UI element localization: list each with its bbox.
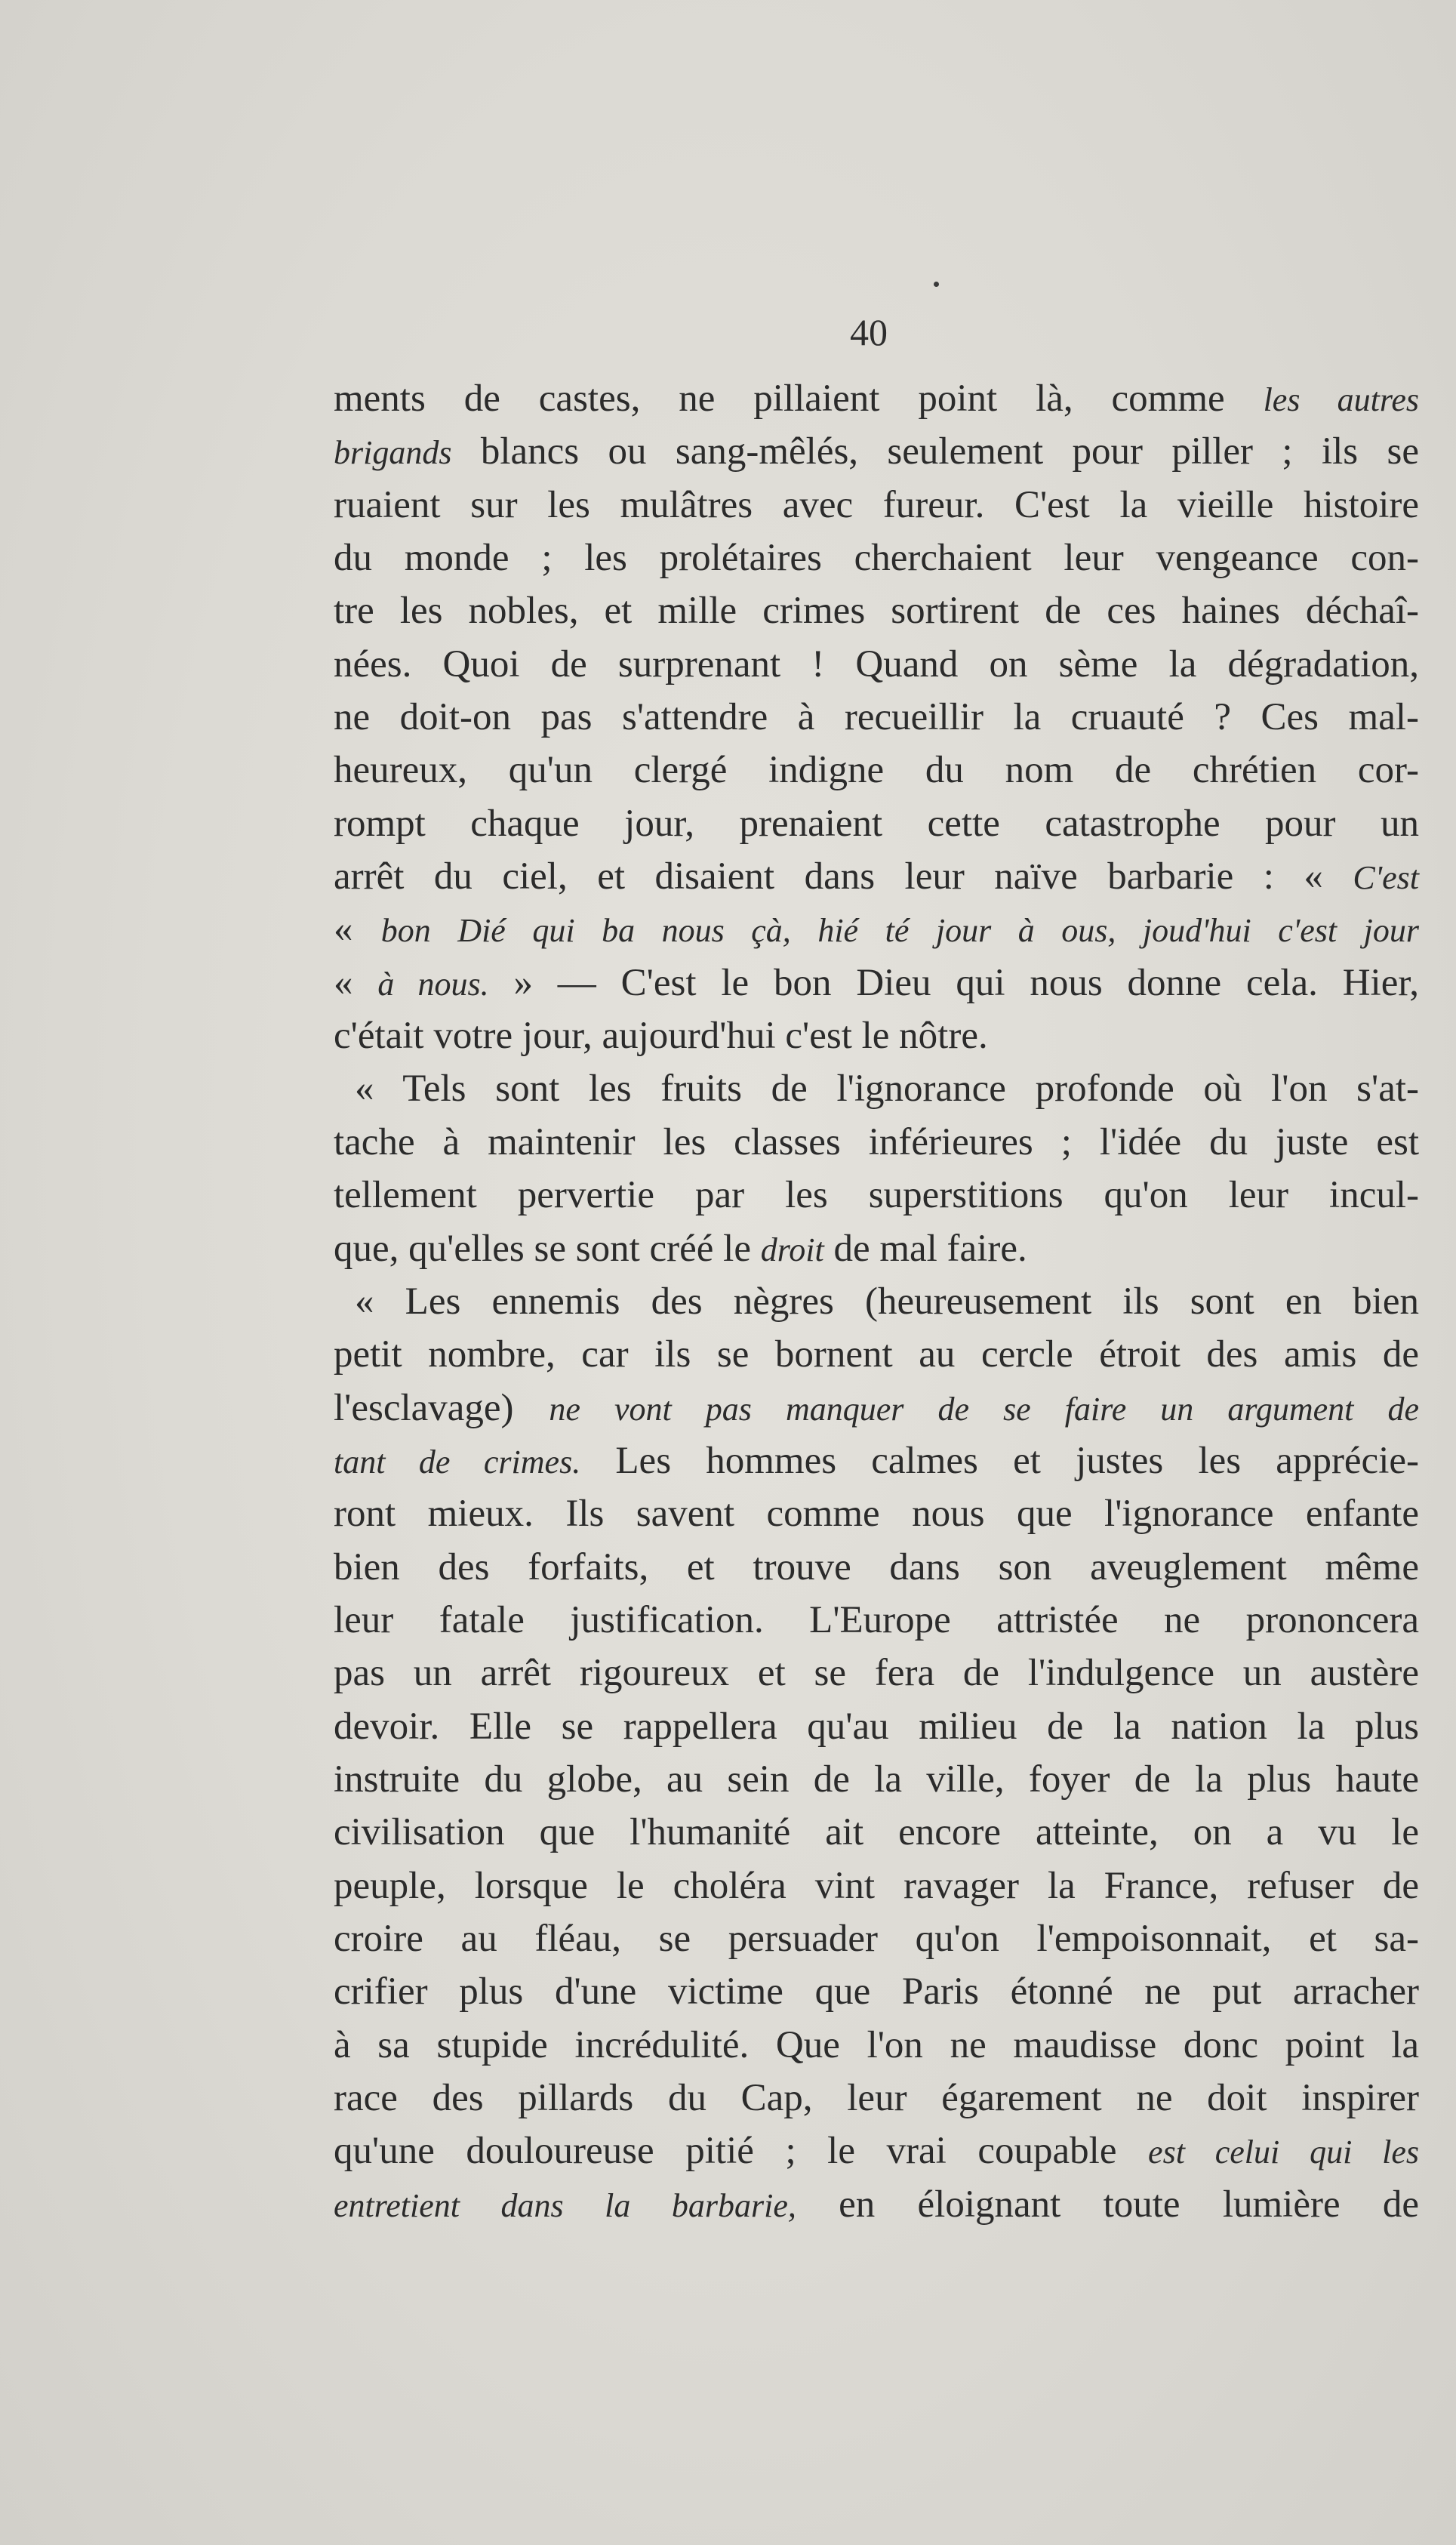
text-run: qu'une douloureuse pitié ; le vrai coupable [334, 2130, 1149, 2173]
text-line [334, 1541, 1419, 1594]
text-run: tre les nobles, et mille crimes sortirent de ces haines déchaî- [334, 590, 1419, 633]
ink-speck [934, 282, 939, 287]
text-run: de mal faire. [823, 1227, 1027, 1270]
text-line [334, 691, 1419, 744]
text-run: civilisation que l'humanité ait encore atteinte, on a vu le [334, 1811, 1419, 1854]
text-line [334, 1169, 1419, 1222]
text-line [334, 797, 1419, 850]
text-run: c'était votre jour, aujourd'hui c'est le nôtre. [334, 1015, 988, 1058]
text-line [334, 1700, 1419, 1753]
text-run: instruite du globe, au sein de la ville, foyer de la plus haute [334, 1758, 1419, 1801]
italic-text: les autres [1263, 381, 1419, 418]
text-run: en éloignant toute lumière de [796, 2183, 1419, 2226]
text-run: petit nombre, car ils se bornent au cercle étroit des amis de [334, 1333, 1419, 1376]
text-line [334, 1009, 1419, 1062]
text-line [334, 1222, 1419, 1275]
text-run: que, qu'elles se sont créé le [334, 1227, 761, 1270]
text-line [334, 957, 1419, 1009]
text-line [334, 2072, 1419, 2124]
text-line [334, 638, 1419, 691]
text-line [334, 1434, 1419, 1487]
text-run: bien des forfaits, et trouve dans son aveuglement même [334, 1545, 1419, 1588]
text-line [334, 1912, 1419, 1965]
text-run: tellement pervertie par les superstitions qu'on leur incul- [334, 1174, 1419, 1217]
text-run: « Les ennemis des nègres (heureusement ils sont en bien [355, 1280, 1419, 1323]
text-run: du monde ; les prolétaires cherchaient leur vengeance con- [334, 537, 1419, 580]
text-run: « [334, 908, 381, 951]
body-text [334, 372, 1419, 2231]
text-line [334, 2124, 1419, 2177]
text-line [334, 1647, 1419, 1699]
text-run: nées. Quoi de surprenant ! Quand on sème la dégradation, [334, 642, 1419, 686]
text-run: ruaient sur les mulâtres avec fureur. C'est la vieille histoire [334, 483, 1419, 526]
italic-text: entretient dans la barbarie, [334, 2186, 796, 2224]
text-line [334, 1116, 1419, 1169]
text-line [334, 1859, 1419, 1912]
page-number: 40 [850, 311, 888, 353]
text-run: ments de castes, ne pillaient point là, comme [334, 377, 1264, 420]
text-run: crifier plus d'une victime que Paris étonné ne put arracher [334, 1970, 1419, 2014]
italic-text: brigands [334, 434, 452, 472]
text-run: ne doit-on pas s'attendre à recueillir la cruauté ? Ces mal- [334, 696, 1419, 739]
text-line [334, 1275, 1419, 1328]
text-line [334, 1062, 1419, 1115]
text-line [334, 1965, 1419, 2018]
text-line [334, 584, 1419, 637]
text-run: devoir. Elle se rappellera qu'au milieu de la nation la plus [334, 1705, 1419, 1748]
text-run: rompt chaque jour, prenaient cette catastrophe pour un [334, 802, 1419, 845]
text-line [334, 1594, 1419, 1647]
text-run: arrêt du ciel, et disaient dans leur naïve barbarie : « [334, 855, 1353, 898]
text-line [334, 531, 1419, 584]
text-run: ront mieux. Ils savent comme nous que l'ignorance enfante [334, 1493, 1419, 1536]
italic-text: C'est [1353, 859, 1419, 897]
text-line [334, 372, 1419, 425]
text-run: race des pillards du Cap, leur égarement ne doit inspirer [334, 2077, 1419, 2119]
text-run: blancs ou sang-mêlés, seulement pour piller ; ils se [451, 430, 1419, 473]
text-line [334, 1487, 1419, 1540]
italic-text: droit [760, 1231, 824, 1268]
text-run: peuple, lorsque le choléra vint ravager la France, refuser de [334, 1864, 1419, 1907]
text-line [334, 425, 1419, 478]
text-run: pas un arrêt rigoureux et se fera de l'indulgence un austère [334, 1652, 1419, 1695]
text-line [334, 850, 1419, 903]
italic-text: ne vont pas manquer de se faire un argument de [549, 1390, 1419, 1428]
text-line [334, 1328, 1419, 1381]
text-line [334, 479, 1419, 531]
text-run: « Tels sont les fruits de l'ignorance profonde où l'on s'at- [355, 1068, 1419, 1111]
text-run: l'esclavage) [334, 1386, 549, 1429]
text-run: heureux, qu'un clergé indigne du nom de chrétien cor- [334, 749, 1419, 792]
italic-text: à nous. [377, 965, 489, 1003]
italic-text: est celui qui les [1148, 2134, 1419, 2171]
italic-text: tant de crimes. [334, 1443, 581, 1480]
text-line [334, 1382, 1419, 1434]
text-run: Les hommes calmes et justes les apprécie- [580, 1439, 1419, 1482]
text-run: tache à maintenir les classes inférieures ; l'idée du juste est [334, 1120, 1419, 1163]
italic-text: bon Dié qui ba nous çà, hié té jour à ous, joud'hui c'est jour [380, 912, 1419, 950]
text-line [334, 1753, 1419, 1806]
text-run: leur fatale justification. L'Europe attristée ne prononcera [334, 1598, 1419, 1641]
text-run: croire au fléau, se persuader qu'on l'empoisonnait, et sa- [334, 1917, 1419, 1960]
text-line [334, 903, 1419, 956]
text-run: « [334, 961, 378, 1004]
text-line [334, 1806, 1419, 1859]
text-line [334, 744, 1419, 796]
text-line [334, 2019, 1419, 2072]
text-line [334, 2178, 1419, 2231]
text-run: » — C'est le bon Dieu qui nous donne cela. Hier, [488, 961, 1420, 1004]
text-run: à sa stupide incrédulité. Que l'on ne maudisse donc point la [334, 2023, 1419, 2066]
